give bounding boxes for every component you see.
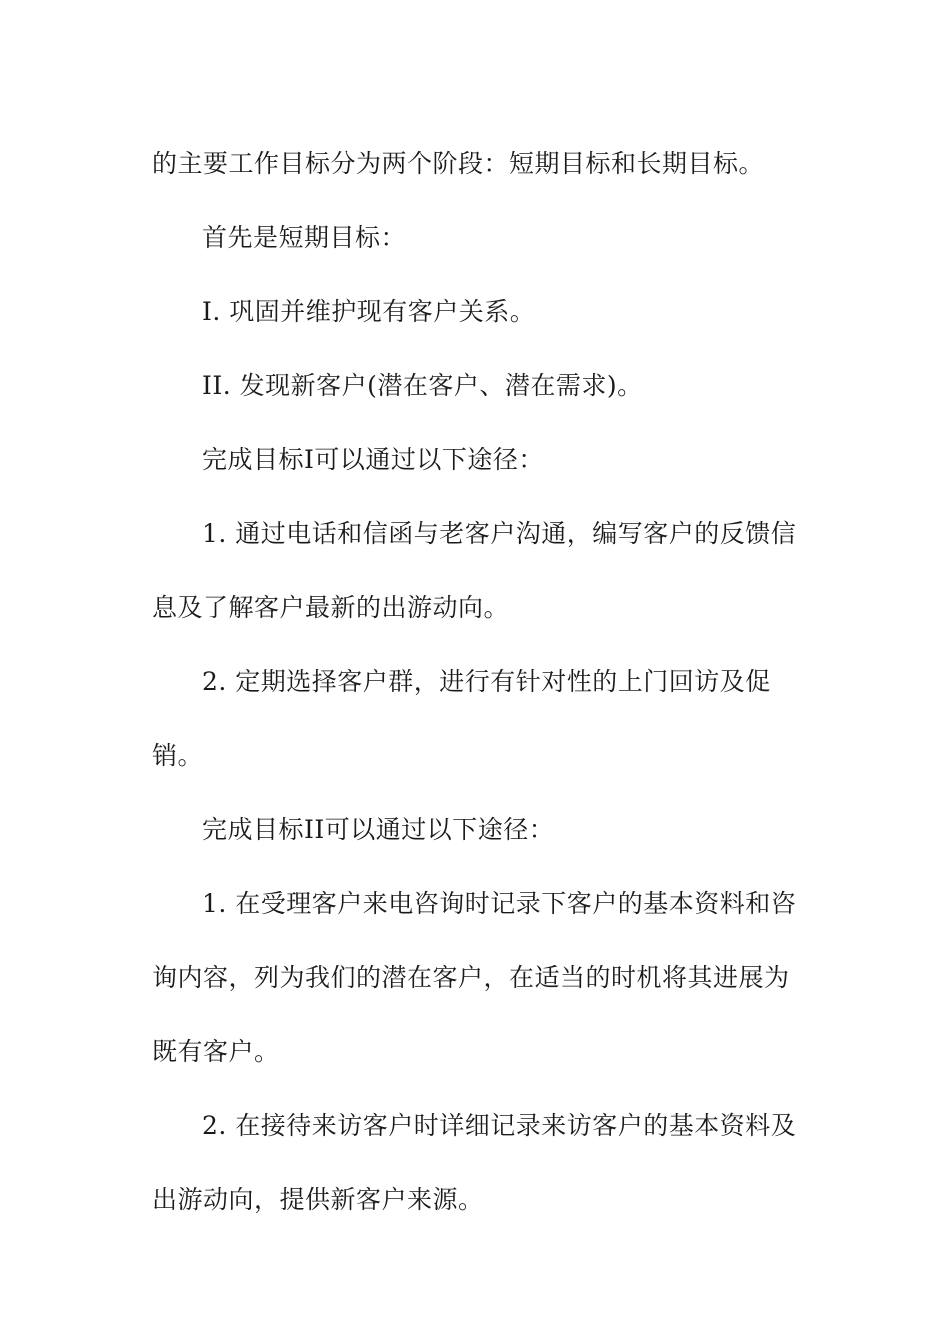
paragraph-line: 2. 定期选择客户群，进行有针对性的上门回访及促 [202,667,771,696]
paragraph-line: 2. 在接待来访客户时详细记录来访客户的基本资料及 [202,1111,797,1140]
paragraph-line: 完成目标I可以通过以下途径： [202,445,544,474]
document-body [152,127,812,1237]
paragraph-line: 完成目标II可以通过以下途径： [202,815,555,844]
paragraph-line: 息及了解客户最新的出游动向。 [152,593,510,622]
paragraph-line: 出游动向，提供新客户来源。 [152,1185,484,1214]
paragraph-line: 询内容，列为我们的潜在客户，在适当的时机将其进展为 [152,963,790,992]
paragraph-line: 1. 通过电话和信函与老客户沟通，编写客户的反馈信 [202,519,797,548]
paragraph-line: 既有客户。 [152,1037,280,1066]
paragraph-line: I. 巩固并维护现有客户关系。 [202,297,536,326]
paragraph-line: 首先是短期目标： [202,223,407,252]
paragraph-line: 1. 在受理客户来电咨询时记录下客户的基本资料和咨 [202,889,797,918]
paragraph-line: 销。 [152,741,204,770]
paragraph-line: 的主要工作目标分为两个阶段：短期目标和长期目标。 [152,149,765,178]
paragraph-line: II. 发现新客户(潜在客户、潜在需求)。 [202,371,643,400]
